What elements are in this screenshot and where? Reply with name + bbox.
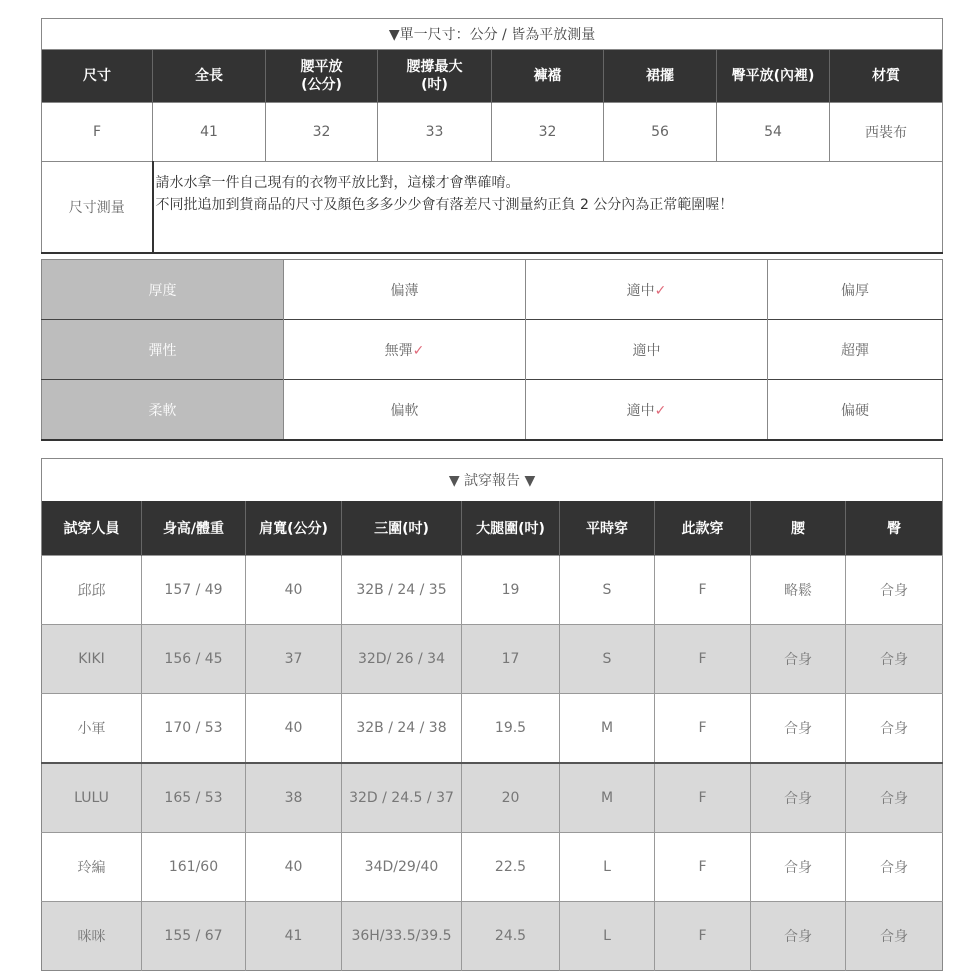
report-cell: 40	[246, 694, 342, 764]
size-header-cell: 臀平放(內裡)	[717, 50, 830, 103]
fabric-option-text: 偏薄	[390, 282, 419, 299]
report-cell: LULU	[42, 763, 142, 833]
size-value-row	[42, 103, 943, 162]
fabric-option-text: 適中	[632, 342, 661, 359]
report-row	[42, 694, 943, 764]
report-cell: M	[560, 694, 655, 764]
report-cell: F	[655, 833, 751, 902]
report-cell: M	[560, 763, 655, 833]
size-table-title: ▼單一尺寸：公分 / 皆為平放測量	[42, 19, 943, 50]
fabric-row	[42, 320, 943, 380]
size-header-cell: 尺寸	[42, 50, 153, 103]
report-row	[42, 763, 943, 833]
size-header-cell: 腰撐最大 (吋)	[378, 50, 492, 103]
size-value-cell: F	[42, 103, 153, 162]
report-cell: F	[655, 556, 751, 625]
report-header-cell: 腰	[751, 501, 846, 556]
size-header-row	[42, 50, 943, 103]
size-value-cell: 33	[378, 103, 492, 162]
report-cell: 合身	[846, 625, 943, 694]
report-cell: 170 / 53	[142, 694, 246, 764]
report-cell: 40	[246, 833, 342, 902]
report-cell: 合身	[846, 556, 943, 625]
report-cell: 合身	[751, 625, 846, 694]
report-cell: 邱邱	[42, 556, 142, 625]
size-value-cell: 54	[717, 103, 830, 162]
report-cell: 17	[462, 625, 560, 694]
size-table	[41, 18, 943, 254]
fabric-option-text: 偏軟	[390, 402, 419, 419]
report-cell: 略鬆	[751, 556, 846, 625]
check-mark-icon: ✓	[654, 282, 667, 299]
report-cell: 34D/29/40	[342, 833, 462, 902]
check-mark-icon: ✓	[654, 402, 667, 419]
report-cell: 合身	[846, 694, 943, 764]
fabric-table	[41, 259, 943, 441]
report-cell: 19.5	[462, 694, 560, 764]
report-cell: 咪咪	[42, 902, 142, 971]
report-cell: S	[560, 556, 655, 625]
size-note-row	[42, 162, 943, 254]
fabric-option	[526, 380, 768, 441]
report-cell: F	[655, 625, 751, 694]
fabric-row	[42, 260, 943, 320]
report-cell: 32B / 24 / 35	[342, 556, 462, 625]
fabric-option-text: 偏厚	[841, 282, 869, 299]
fabric-attr-label: 厚度	[42, 260, 284, 320]
report-cell: 156 / 45	[142, 625, 246, 694]
report-cell: 32D / 24.5 / 37	[342, 763, 462, 833]
report-cell: 玲編	[42, 833, 142, 902]
fabric-option-text: 偏硬	[841, 402, 869, 419]
report-header-cell: 平時穿	[560, 501, 655, 556]
size-note-label: 尺寸測量	[42, 162, 153, 254]
fabric-option	[768, 380, 943, 441]
fabric-option-text: 適中	[626, 282, 655, 299]
report-header-cell: 此款穿	[655, 501, 751, 556]
report-cell: 合身	[751, 833, 846, 902]
fabric-option-text: 超彈	[841, 342, 869, 359]
size-value-cell: 西裝布	[830, 103, 943, 162]
fabric-option	[526, 260, 768, 320]
report-cell: F	[655, 902, 751, 971]
report-cell: 19	[462, 556, 560, 625]
size-header-cell: 腰平放 (公分)	[266, 50, 378, 103]
report-cell: 合身	[846, 763, 943, 833]
report-cell: L	[560, 833, 655, 902]
report-cell: 38	[246, 763, 342, 833]
size-value-cell: 32	[492, 103, 604, 162]
report-header-row	[42, 501, 943, 556]
fabric-attr-label: 柔軟	[42, 380, 284, 441]
fabric-option	[284, 320, 526, 380]
report-cell: 40	[246, 556, 342, 625]
size-header-cell: 材質	[830, 50, 943, 103]
report-cell: L	[560, 902, 655, 971]
fabric-option	[526, 320, 768, 380]
size-value-cell: 56	[604, 103, 717, 162]
fabric-option	[284, 260, 526, 320]
report-cell: 37	[246, 625, 342, 694]
fabric-option	[768, 260, 943, 320]
report-cell: 32B / 24 / 38	[342, 694, 462, 764]
report-cell: F	[655, 763, 751, 833]
report-header-cell: 三圍(吋)	[342, 501, 462, 556]
size-note-line: 請水水拿一件自己現有的衣物平放比對，這樣才會準確唷。	[155, 175, 520, 191]
report-header-cell: 臀	[846, 501, 943, 556]
report-cell: 24.5	[462, 902, 560, 971]
fabric-row	[42, 380, 943, 441]
report-cell: KIKI	[42, 625, 142, 694]
report-header-cell: 肩寬(公分)	[246, 501, 342, 556]
report-cell: S	[560, 625, 655, 694]
report-header-cell: 大腿圍(吋)	[462, 501, 560, 556]
size-value-cell: 41	[153, 103, 266, 162]
fitting-report-table	[41, 458, 943, 971]
report-cell: 小軍	[42, 694, 142, 764]
report-header-cell: 身高/體重	[142, 501, 246, 556]
size-header-cell: 褲襠	[492, 50, 604, 103]
report-header-cell: 試穿人員	[42, 501, 142, 556]
report-row	[42, 625, 943, 694]
fabric-option-text: 適中	[626, 402, 655, 419]
report-cell: 157 / 49	[142, 556, 246, 625]
report-cell: 合身	[751, 763, 846, 833]
size-header-cell: 裙擺	[604, 50, 717, 103]
report-cell: 41	[246, 902, 342, 971]
report-cell: 32D/ 26 / 34	[342, 625, 462, 694]
report-cell: F	[655, 694, 751, 764]
report-cell: 161/60	[142, 833, 246, 902]
report-cell: 36H/33.5/39.5	[342, 902, 462, 971]
size-note-text	[153, 162, 943, 254]
fabric-option	[768, 320, 943, 380]
report-cell: 22.5	[462, 833, 560, 902]
size-note-line: 不同批追加到貨商品的尺寸及顏色多多少少會有落差尺寸測量約正負 2 公分內為正常範圍喔！	[155, 197, 734, 213]
report-cell: 合身	[846, 833, 943, 902]
report-title: ▼ 試穿報告 ▼	[448, 473, 536, 489]
check-mark-icon: ✓	[412, 342, 425, 359]
report-row	[42, 833, 943, 902]
report-cell: 合身	[751, 694, 846, 764]
report-cell: 20	[462, 763, 560, 833]
report-row	[42, 902, 943, 971]
size-value-cell: 32	[266, 103, 378, 162]
report-cell: 合身	[751, 902, 846, 971]
report-cell: 合身	[846, 902, 943, 971]
report-cell: 165 / 53	[142, 763, 246, 833]
fabric-option	[284, 380, 526, 441]
size-header-cell: 全長	[153, 50, 266, 103]
fabric-attr-label: 彈性	[42, 320, 284, 380]
report-cell: 155 / 67	[142, 902, 246, 971]
fabric-option-text: 無彈	[384, 342, 413, 359]
report-row	[42, 556, 943, 625]
